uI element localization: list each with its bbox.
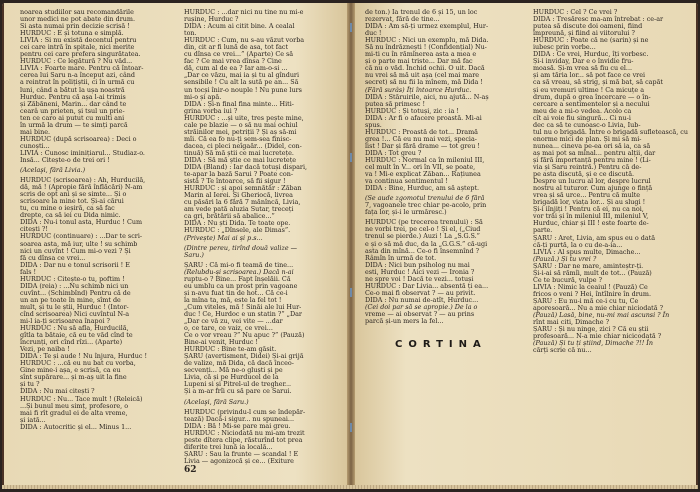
- text-line: aporesoară... Nu a mie chiar niciodată ?: [533, 303, 664, 312]
- text-line: (Pauză) Și tu ți știind, Dimache ?!! În: [533, 339, 653, 348]
- text-line: HURDUC : Proastă de tot... Dramă: [365, 127, 478, 136]
- text-line: HURDUC : Citește-o tu, poftim !: [20, 274, 125, 283]
- text-line: DIDA : Autocritic și el... Minus 1...: [20, 422, 132, 431]
- text-line: noarea studiilor sau recomandările: [20, 8, 134, 16]
- text-line: mi-l ia-ți scrisoarea înapoi ?: [20, 317, 110, 326]
- binding-stitch: [350, 423, 352, 432]
- text-line: unor medici ne pot abate din drum.: [20, 15, 135, 24]
- text-line: de ton.) Ia trenul de 6 și 15, un loc: [365, 8, 478, 16]
- text-line: și am tăria lor... să pot face ce vrei: [533, 71, 646, 80]
- text-line: pentru cei care prefera singurătatea.: [20, 50, 141, 59]
- text-line: secret) să nu fii la mînem, mă Dida !: [365, 78, 483, 87]
- text-line: ȘARU : Și nu ninge, zici ? Că eu știi: [533, 325, 649, 334]
- text-line: DIDA : Nu ști Dida. Te toate ope.: [184, 219, 291, 228]
- text-line: DIDA : Nu-i tonul asta, Hurduc ! Cum: [20, 218, 143, 227]
- text-line: că-ți purtă, la o cu de-a-ia...: [533, 240, 623, 249]
- text-line: Saru.): [184, 250, 204, 259]
- text-line: mult, și tu le știi, Hurduc ! (Intor-: [20, 302, 129, 311]
- text-line: Insă... Citește-o de trei ori !: [20, 155, 110, 164]
- text-line: te-apar la bază Sarui ? Poate con-: [184, 170, 293, 179]
- text-line: fața lor, și-i le urmăresc.): [365, 208, 447, 217]
- text-line: parte.: [533, 226, 553, 235]
- text-line: ca să vreau, să strig, și mă bat, să capăt: [533, 78, 663, 87]
- text-line: LIVIA : Cunosc iminițiarul... Studiaz-o.: [20, 148, 145, 157]
- text-line: eu umblu ca un prost prin vagoane: [184, 281, 298, 290]
- text-line: profesoară... N-a mie chiar nicicodată ?: [533, 332, 662, 341]
- text-line: HURDUC : ...că eu nu bat cu vorba,: [20, 359, 136, 368]
- text-line: și n-avu fuat tin de hot... Că ce-i: [184, 288, 288, 297]
- text-line: rînt mai citi, Dimache ?: [533, 318, 610, 327]
- text-line: Să nu îndrăznești ! (Confidențial) Nu-: [365, 43, 487, 52]
- text-line: sensibile ! Cu alt la sută pe an... Să: [184, 78, 299, 87]
- left-column-1: [20, 9, 170, 449]
- text-line: pe asta discută, și e ce discută.: [533, 170, 635, 179]
- text-line: DIDA : Bă ! Mi-se pare mai greu.: [184, 421, 291, 430]
- text-line: (Dintre pereu, tirînd două valize —: [184, 243, 298, 252]
- text-line: mai fi rît gradul ei de alta vreme,: [20, 408, 128, 417]
- text-line: (Pauză.) Și tu vrei ?: [533, 254, 597, 263]
- text-line: mîi. Că ea fo nu-ți sem-sea finisc-: [184, 134, 292, 143]
- text-line: dacea, ci pleci neîgaăr... (Didel, con-: [184, 141, 302, 150]
- text-line: DIDA : Te și aude ! Nu înjura, Hurduc !: [20, 352, 148, 361]
- text-line: DIDA (Bland) : Iar dacă totuși dispari,: [184, 163, 308, 172]
- text-line: soarea asta, mă iur, ulte ! su schimb: [20, 239, 138, 248]
- text-line: ȘARU : Dar ne mare, aminteștr-ți.: [533, 261, 644, 270]
- text-line: împreună, și fiind ai viitorului ?: [533, 29, 635, 38]
- text-line: DIDA : Ce vrei, Hurduc, îți vorbesc.: [533, 50, 649, 59]
- text-line: DIDA : Nici bun psiholog nu mai: [365, 260, 470, 269]
- text-line: a reintrat în polițiștii, ci în urmă cu: [20, 78, 135, 87]
- text-line: Și-i iînjiți ! Pentru că ei, nu ca noi,: [533, 205, 644, 214]
- text-line: (Cei doi par să se apropie.) De la o: [365, 302, 478, 311]
- text-line: ȘARU : Aret, Livia, am spus eu o dată: [533, 233, 656, 242]
- text-line: HURDUC : ...dar nici nu tine nu mi-e: [184, 8, 304, 16]
- text-line: vreme — ai observat ? — au prins: [365, 309, 475, 318]
- book-gutter: [347, 3, 355, 489]
- text-line: ȘARU : Eu nu-i mă ce-i cu tu, Ce: [533, 296, 639, 305]
- binding-stitch: [350, 153, 352, 162]
- text-line: duc ! Ce, Hurdoc e un statin ?” „Dar: [184, 309, 302, 318]
- text-line: ...Și bunul meu simț, profesore, o: [20, 401, 129, 410]
- text-line: (Fără surâs) Îți întoarce Hurduc.: [365, 85, 472, 94]
- left-page: [4, 3, 347, 489]
- binding-stitch: [350, 23, 352, 32]
- text-line: Hurduc, chiar și III ! este foarte de-: [533, 219, 649, 228]
- text-line: ton.: [184, 29, 197, 38]
- text-line: DIDA : Să mă știe ce mai lucretețe: [184, 155, 297, 164]
- text-line: fricos o veni ? Hei, întîlnire în drum.: [533, 289, 651, 298]
- text-line: grina vorba iui ?: [184, 106, 238, 115]
- text-line: va continua sentimentul !: [365, 177, 448, 186]
- text-line: HURDUC : Bine te-am găsit.: [184, 345, 277, 354]
- text-line: DIDA : Stăruirile, aici, nu ajută... N-aș: [365, 92, 489, 101]
- text-line: și fără importanță pentru mine ! (Li-: [533, 155, 651, 164]
- text-line: „Cum viteles, mă ! Sinăi ale lui Hur-: [184, 302, 302, 311]
- text-line: HURDUC : Cel ? Ce vrei ?: [533, 8, 618, 16]
- text-line: vor trăi și în mileniul III, mileniul V,: [533, 212, 649, 221]
- left-column-2: [184, 8, 334, 465]
- text-line: din, cit ar fi lună de asa, tot fact: [184, 43, 289, 52]
- text-line: și Zăbăneni, Marin... dar când te: [20, 99, 127, 108]
- text-line: trenul se pierde.) Auzi ! La „S.G.S.”: [365, 232, 480, 241]
- text-line: rușine, Hurduc ?: [184, 15, 239, 24]
- text-line: LIVIA : Nimic la ceaiul ! (Pauză) Ce: [533, 282, 648, 291]
- page-edges: [2, 485, 698, 489]
- text-line: mi-ti cu în rămînerea asta a mea e: [365, 50, 477, 59]
- text-line: Și-i-ai să rămîi, mult de tot... (Pauză): [533, 268, 652, 277]
- text-line: Și-i inviday, Dar e o învidie fru-: [533, 57, 634, 66]
- right-page: [355, 3, 696, 489]
- text-line: DIDA : Acum ai citit bine. A cealal: [184, 22, 295, 31]
- text-line: ten ce caro ai putut cu multi ani: [20, 113, 125, 122]
- text-line: fals !: [20, 267, 37, 276]
- text-line: DIDA : Dar nu e tonul scrisorii ! E: [20, 260, 130, 269]
- text-line: brigadă lor, viața lor... Și au slugi !: [533, 198, 646, 207]
- text-line: LIVIA : Al spus multe, Dimache...: [533, 247, 641, 256]
- text-line: duc !: [365, 29, 382, 38]
- text-line: o, ce tare, ce vaiz, ce vrei...: [184, 324, 273, 333]
- text-line: HURDUC : „Dînsele, ale Dimas”.: [184, 226, 291, 235]
- text-line: sistă ? Te întoarce, să fii sigur !: [184, 177, 286, 186]
- text-line: Lupeni si și Pitrel-ul de tregher...: [184, 380, 292, 389]
- page-number: 62: [184, 465, 197, 475]
- text-line: grea !... Că eu nu mai vezi, specia-: [365, 134, 477, 143]
- text-line: cuvînt... (Schimbînd) Pentru că de: [20, 288, 131, 297]
- text-line: citești ?!: [20, 225, 48, 234]
- text-line: (Acelaşi, fără Saru.): [184, 397, 249, 406]
- text-line: HURDUC : ...și uite, tres pește mine,: [184, 113, 304, 122]
- text-line: Marin al Ierei. Și Gheriocă, livrea: [184, 191, 293, 200]
- curtain-heading: CORTINA: [395, 339, 487, 350]
- text-line: DIDA : Nu numai de-atît, Hurduc...: [365, 295, 479, 304]
- text-line: DIDA : Tot greu ?: [365, 148, 422, 157]
- text-line: Si asta numai prin decizie scrisă !: [20, 22, 130, 31]
- text-line: HURDUC : Dar Livia... absentă ți ea...: [365, 281, 489, 290]
- text-line: HURDUC : Cum, nu s-au văzut vorba: [184, 36, 305, 45]
- text-line: cercare a sentimentelor și a necului: [533, 99, 650, 108]
- text-line: și tu ?: [20, 380, 40, 389]
- text-line: cel mult în V... ori în VII, se poate,: [365, 163, 476, 172]
- text-line: Ce o vor vreau ?” Nu apuc ?” (Pauză): [184, 331, 305, 340]
- text-line: cerea lui Saru n-a început azi, când: [20, 71, 135, 80]
- text-line: via și Saru reintră.) Pentru că de-: [533, 163, 642, 172]
- text-line: Și a m-ar frîi cu să pare ce Sarui.: [184, 387, 292, 396]
- text-line: HURDUC : Normal ca în mileniul III,: [365, 155, 485, 164]
- text-line: HURDUC (după scrisoarea) : Deci o: [20, 134, 137, 143]
- text-line: luni, când a bătut la ușa noastră: [20, 85, 125, 94]
- text-line: cărți scrie că nu...: [533, 346, 592, 355]
- text-line: Livia — agonizocă și ce... (Exiture: [184, 456, 294, 465]
- text-line: (Pauză) Lasă, bine, nu-mi mai ascunsi ? În: [533, 311, 670, 320]
- text-line: ca gri, brătării să abalice...”: [184, 212, 275, 221]
- text-line: gîtla ta bătaie, că eu te văd cînd te: [20, 331, 133, 340]
- text-line: ne spre voi ! Dacă te vezi... totuși: [365, 274, 474, 283]
- text-line: HURDUC : Poate că ne (sarin) și ne: [533, 36, 649, 45]
- right-column-1: [365, 9, 515, 449]
- text-line: LIVIA : Foarte mare. Pentru că întoar-: [20, 64, 144, 73]
- text-line: HURDUC : și apoi semnătăr : Zăban: [184, 184, 302, 193]
- text-line: nunea... cineva pe-ea ori să ia, ca să: [533, 141, 651, 150]
- text-line: meu de a mi-o vedea. Acolo ca: [533, 106, 632, 115]
- text-line: DIDA (reia) : ...Nu schimb nici un: [20, 281, 129, 290]
- book-spread: [2, 3, 698, 489]
- text-line: iubesc prin vorbe...: [533, 43, 596, 52]
- text-line: HURDUC : Nu... Tace mult ! (Releică): [20, 394, 143, 403]
- text-line: ne vorbi trei, pe cel-o ! Și el, („Ciud: [365, 225, 481, 234]
- text-line: HURDUC (continuare) : ...Dar te scri-: [20, 232, 143, 241]
- text-line: HURDUC : E și totuna e simplă.: [20, 29, 124, 38]
- text-line: Despre un lucru al lor, despre lucrul: [533, 177, 651, 186]
- text-line: mi-o și apă.: [184, 92, 222, 101]
- text-line: încrunți, ori cînd rîzi... (Aparte): [20, 338, 123, 347]
- text-line: enorme mici de plan. Și mi să mi-: [533, 134, 642, 143]
- text-line: spus.: [365, 120, 382, 129]
- text-line: cunoști...: [20, 141, 50, 150]
- text-line: DIDA : Tresăresc ma-am întrebat : ce-ar: [533, 15, 664, 24]
- text-line: moasă. Și-m vrea să fiu cu el...: [533, 64, 633, 73]
- text-line: HURDUC (pe trecerea trenului) : Să: [365, 218, 483, 227]
- text-line: peste dîtera clipe, răsturînd tot prea: [184, 435, 303, 444]
- text-line: un an pe toate în mine, sîmt de: [20, 295, 121, 304]
- text-line: list ! Dar și fără drame — tot greu !: [365, 141, 480, 150]
- text-line: Vezi, pe naiba !: [20, 345, 70, 354]
- text-line: esti, Hurduc ! Aici vezi — Ironia ?: [365, 267, 475, 276]
- text-line: dă, cum al de ea ? Iar am-o-si ...: [184, 64, 288, 73]
- text-line: ȘARU : Sau la frunte — scandal ! E: [184, 449, 299, 458]
- text-line: tează) Dacă-i sigur... nu spuneai...: [184, 414, 295, 423]
- text-line: Ce-o mai fi observat ? — au privit.: [365, 288, 476, 297]
- text-line: scrisoare la mine tot. Și-ai cărui: [20, 197, 124, 206]
- text-line: mai bine.: [20, 127, 51, 136]
- text-line: tinuă) Să mă știi ce mai lucretețe.: [184, 148, 294, 157]
- text-line: nici un cuvînt ! Cum mi-o vezi ? Și: [20, 246, 131, 255]
- text-line: fă cu dînsa ce vrei...: [20, 253, 86, 262]
- text-line: un tocși înir-o nouple ! Nu pune lurs: [184, 85, 302, 94]
- text-line: aș mai pot sa mînal... pentru alții, dar: [533, 148, 656, 157]
- text-line: fac ? Ce mai vrea dînsa ? Cine: [184, 57, 282, 66]
- text-line: secvenți... Mă ne-o gluști și pe: [184, 366, 283, 375]
- text-line: Bine-ai venit, Hurduc !: [184, 338, 258, 347]
- text-line: de valize, mă Dida, că dacă înceo-: [184, 359, 294, 368]
- text-line: DIDA : Ar fi o afacere proastă. Mi-ai: [365, 113, 482, 122]
- text-line: cale pe blazie — o să nu mai ochiul: [184, 120, 298, 129]
- text-line: DIDA : Am să-ți urmez exemplul, Hur-: [365, 22, 489, 31]
- text-line: DIDA : Bine, Hurduc, am să aștept.: [365, 184, 480, 193]
- text-line: scris de opt ani și se simte... Și o: [20, 190, 127, 199]
- text-line: „Dar ce vă zu, vei vite — ...dar: [184, 317, 283, 326]
- text-line: și iată...: [20, 415, 46, 424]
- text-line: Hurduc. Pentru că așa l-ai trimis: [20, 92, 126, 101]
- binding-stitch: [350, 288, 352, 297]
- text-line: străinilor mei, petriții ? Și aș să-mi: [184, 127, 297, 136]
- text-line: parcă și-un mers la fel...: [365, 317, 444, 326]
- text-line: „Dar ce văzu, mai ia și tu al gînduri: [184, 71, 300, 80]
- text-line: putea să discute doi oameni, fiind: [533, 22, 643, 31]
- text-line: Ce te bucură, vulpe ?: [533, 275, 603, 284]
- text-line: cît ai voie fiu singură... Ci nu-i: [533, 113, 631, 122]
- text-line: și eu vremuri ultime ! Ca micuțe a: [533, 85, 645, 94]
- text-line: HURDUC : Nu să afla, Hurducilă,: [20, 324, 129, 333]
- text-line: Râmîn în urmă de tot.: [365, 253, 437, 262]
- text-line: HURDUC : Niciodată nu mi-am trezit: [184, 428, 305, 437]
- text-line: HURDUC : Și totuși, zic : ia !: [365, 106, 459, 115]
- text-line: dec ca să te cunoasc-o Livia, Iub-: [533, 120, 641, 129]
- text-line: tu, cu mine o ieșiră, ca să fac: [20, 204, 115, 213]
- text-line: nostru al tuturor. Cum ajunge o fință: [533, 184, 653, 193]
- text-line: Livia, că și pe Hurducel de la: [184, 373, 279, 382]
- text-line: cu păsări la 6 fără 7 mănîncă, Livia,: [184, 198, 301, 207]
- text-line: HURDUC : Ce legătură ? Nu văd...: [20, 57, 133, 66]
- text-line: HURDUC : Nici un exemplu, mă Dida.: [365, 36, 489, 45]
- text-line: cu dînsa ce vrei...” (Aparte) Ce să: [184, 50, 294, 59]
- text-line: ȘARU : Că mi-o fi teamă de tine...: [184, 260, 294, 269]
- text-line: ȘARU (avertisment, Didei) Și-ai grijă: [184, 352, 304, 361]
- text-line: dă, mă ! (Apropie fără înflăcări) N-am: [20, 183, 143, 192]
- text-line: DIDA : Nu mai citești ?: [20, 387, 95, 396]
- text-line: vrea și să urce... Pentru că multe: [533, 191, 641, 200]
- text-line: cearâ un prieten, și tsul un prie-: [20, 106, 125, 115]
- text-line: drepte, ca să iei cu Dida nimic.: [20, 211, 121, 220]
- text-line: e și o să mă duc, da la „G.G.S.” că-ugi: [365, 239, 488, 248]
- text-line: ruptu-o ? Bine... Fapt înșelăii. Că: [184, 274, 291, 283]
- text-line: 7, vagoanele trec chiar pe-acolo, prin: [365, 201, 487, 210]
- text-line: Gine mine-i așa, e scrisă, ca eu: [20, 366, 121, 375]
- text-line: HURDUC (scrisoarea) : Ah, Hurducilă,: [20, 176, 146, 185]
- text-line: putea să primesc !: [365, 99, 426, 108]
- text-line: cei care intră în spitale, nici merite: [20, 43, 135, 52]
- text-line: HURDUC (privindu-l cum se îndepăr-: [184, 407, 306, 416]
- text-line: diferite trei lună ia locală...: [184, 442, 273, 451]
- text-line: la mîna ta, mă, este la fel tot !: [184, 295, 282, 304]
- text-line: (Se aude zgomotul trenului de 6 fără: [365, 194, 485, 203]
- text-line: și o parte mai triste... Dar mă fac: [365, 57, 473, 66]
- text-line: sînt supărare... și m-aș uit la fine: [20, 373, 127, 382]
- text-line: drum, după o grea încercare — o în-: [533, 92, 651, 101]
- text-line: asta din mînă... Ce-o fi însemnînd ?: [365, 246, 480, 255]
- text-line: am vede pată aluzia Sutar, treceți: [184, 205, 294, 214]
- text-line: rezervat, fără de tine...: [365, 15, 440, 24]
- text-line: nu vrei să mă uit așa (cel mai mare: [365, 71, 480, 80]
- text-line: cînd scrisoarea) Nici cuvîntul N-a: [20, 309, 130, 318]
- text-line: că nu o văd. Închid ochii. O uit. Dacă: [365, 64, 485, 73]
- text-line: (Privește) Mai ai și p.s...: [184, 233, 263, 242]
- text-line: LIVIA : Si nu există decentul pentru: [20, 36, 137, 45]
- right-column-2: [533, 8, 688, 449]
- text-line: (Relubdu-și scrisoarea.) Dacă n-ai: [184, 267, 294, 276]
- text-line: în urmă la drum — te simți parcă: [20, 120, 128, 129]
- text-line: DIDA : Și-n final fina minte... Hiti-: [184, 99, 294, 108]
- text-line: tul nu o brigadă. Între o brigadă sufletească, cu: [533, 127, 688, 136]
- text-line: va ! Mi-e explicat Zăban... Rațiunea: [365, 170, 481, 179]
- text-line: (Acelaşi, fără Livia.): [20, 166, 86, 175]
